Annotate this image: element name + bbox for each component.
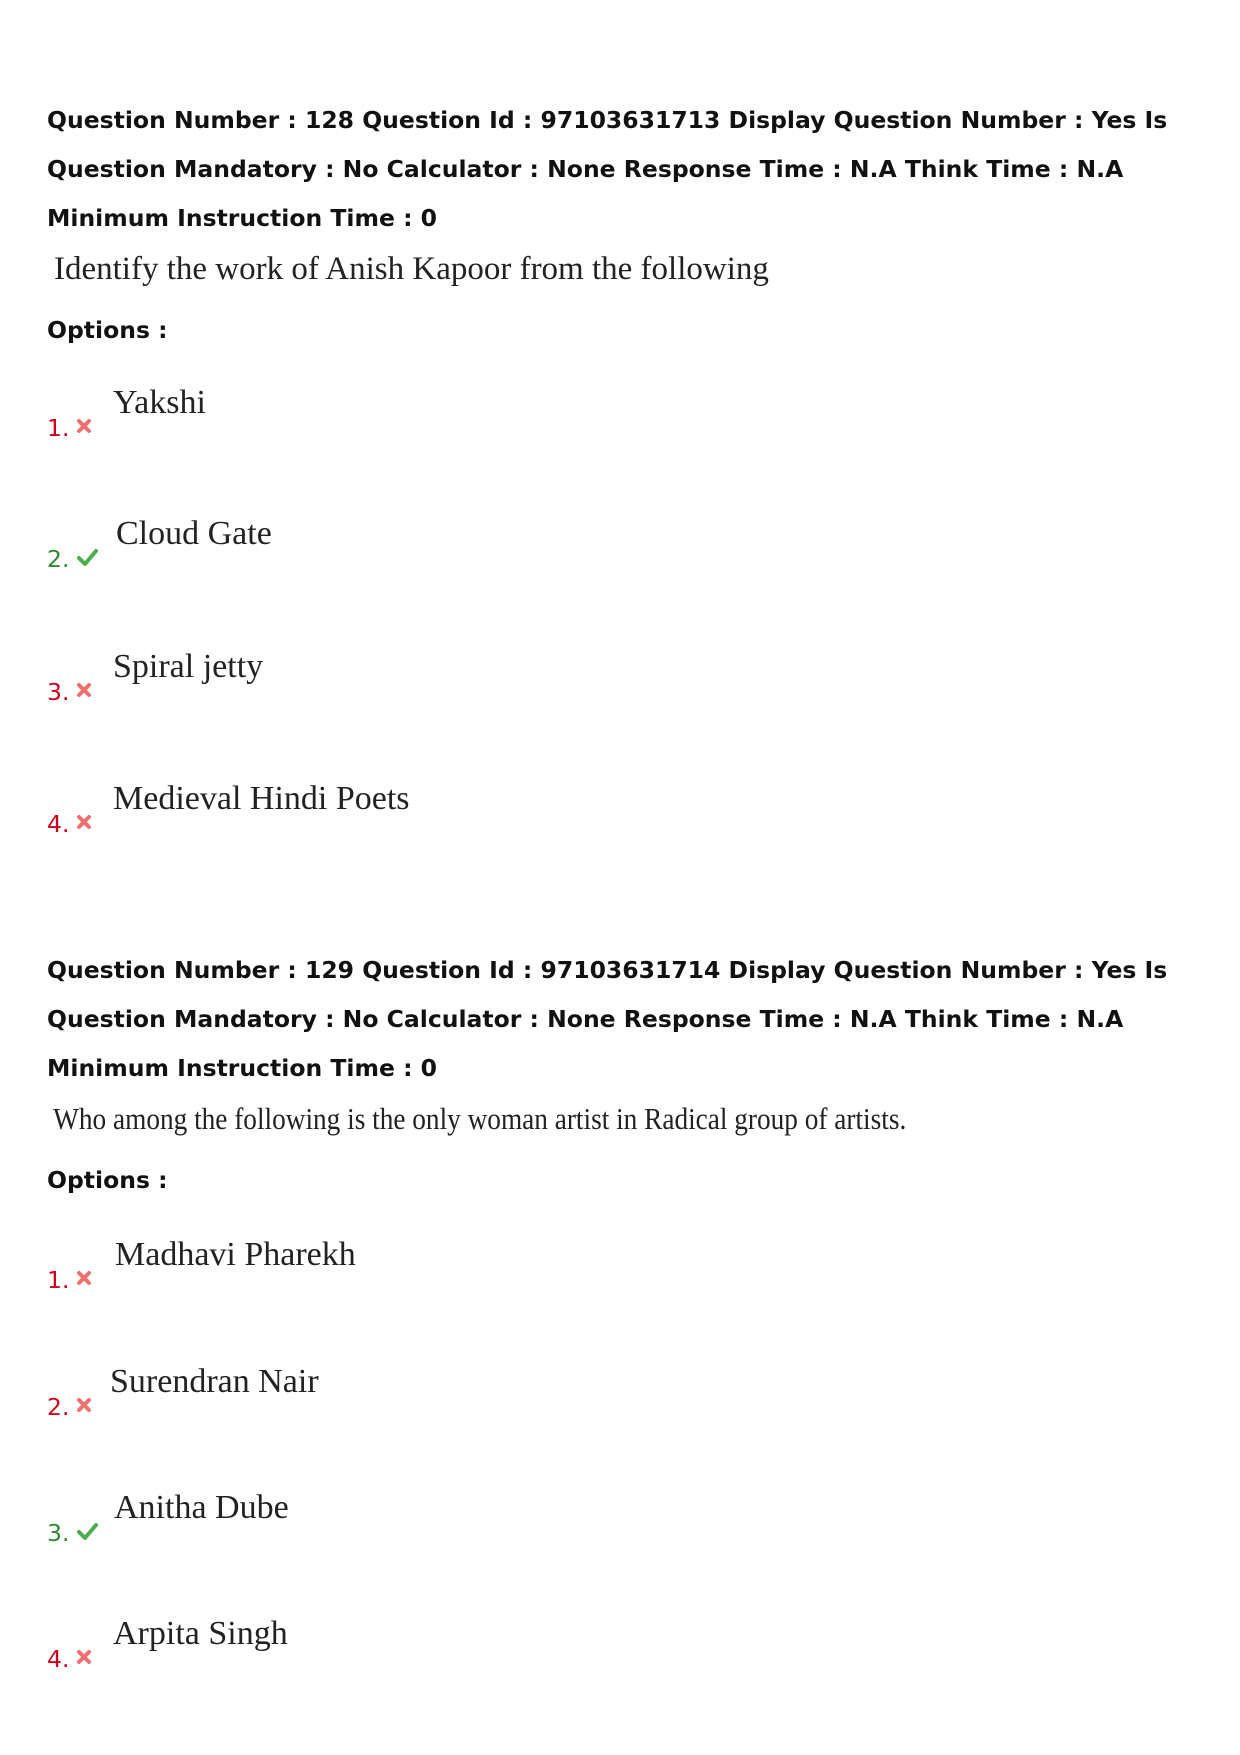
option-item — [47, 647, 747, 707]
option-number: 2. — [47, 545, 70, 573]
question-text: Who among the following is the only woman artist in Radical group of artists. — [53, 1101, 907, 1136]
option-item — [47, 779, 747, 839]
option-text: Cloud Gate — [116, 515, 272, 552]
options-label: Options : — [47, 1166, 168, 1194]
cross-icon — [73, 679, 95, 701]
option-number: 4. — [47, 1645, 70, 1673]
cross-icon — [73, 1646, 95, 1668]
options-list — [47, 345, 1207, 865]
option-text: Surendran Nair — [110, 1363, 319, 1400]
option-item — [47, 1488, 747, 1548]
option-text: Madhavi Pharekh — [115, 1236, 356, 1273]
cross-icon — [73, 811, 95, 833]
cross-icon — [73, 1394, 95, 1416]
question-block — [47, 946, 1207, 1715]
cross-icon — [73, 1267, 95, 1289]
option-number: 2. — [47, 1393, 70, 1421]
option-item — [47, 383, 747, 443]
option-item — [47, 1362, 747, 1422]
question-meta: Question Number : 129 Question Id : 97103631714 Display Question Number : Yes Is Question Mandatory : No Calculator : None Response Time : N.A Think Time : N.A Minimum Instruction Time : 0 — [47, 956, 1168, 1082]
options-list — [47, 1195, 1207, 1715]
option-number: 3. — [47, 678, 70, 706]
option-item — [47, 514, 747, 574]
option-item — [47, 1614, 747, 1674]
question-block — [47, 96, 1207, 865]
option-text: Spiral jetty — [113, 648, 264, 685]
cross-icon — [73, 415, 95, 437]
option-number: 4. — [47, 810, 70, 838]
options-label: Options : — [47, 316, 168, 344]
question-text: Identify the work of Anish Kapoor from the following — [54, 251, 769, 287]
option-text: Medieval Hindi Poets — [113, 780, 410, 817]
check-icon — [75, 1520, 99, 1542]
check-icon — [75, 546, 99, 568]
option-number: 3. — [47, 1519, 70, 1547]
option-item — [47, 1235, 747, 1295]
question-meta: Question Number : 128 Question Id : 97103631713 Display Question Number : Yes Is Question Mandatory : No Calculator : None Response Time : N.A Think Time : N.A Minimum Instruction Time : 0 — [47, 106, 1168, 232]
option-number: 1. — [47, 1266, 70, 1294]
option-number: 1. — [47, 414, 70, 442]
option-text: Yakshi — [113, 384, 206, 421]
option-text: Arpita Singh — [113, 1615, 288, 1652]
option-text: Anitha Dube — [114, 1489, 289, 1526]
